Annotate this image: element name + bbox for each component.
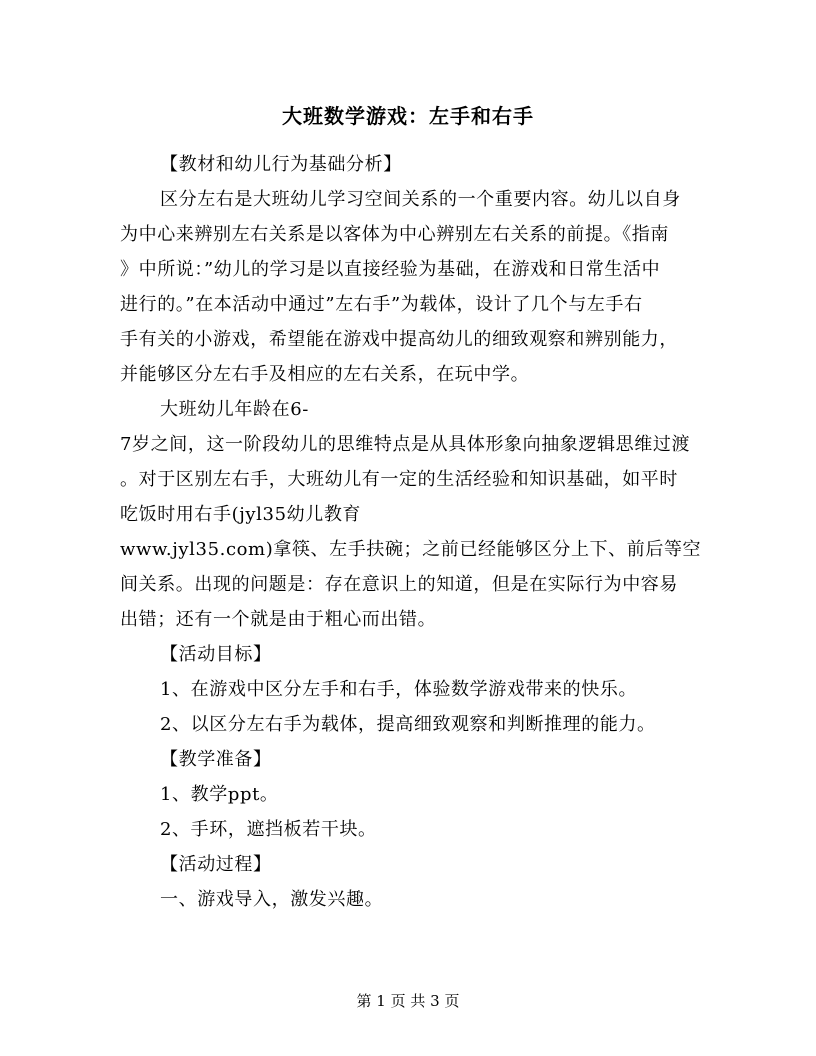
paragraph-line: 出错；还有一个就是由于粗心而出错。 bbox=[120, 609, 437, 630]
section-heading-preparation: 【教学准备】 bbox=[160, 749, 272, 770]
page-number: 第 1 页 共 3 页 bbox=[356, 992, 460, 1010]
section-heading-goals: 【活动目标】 bbox=[160, 644, 272, 665]
list-item: 一、游戏导入，激发兴趣。 bbox=[160, 889, 384, 910]
paragraph-line: 区分左右是大班幼儿学习空间关系的一个重要内容。幼儿以自身 bbox=[160, 189, 681, 210]
section-heading-analysis: 【教材和幼儿行为基础分析】 bbox=[160, 154, 402, 175]
paragraph-line: 进行的。”在本活动中通过”左右手”为载体，设计了几个与左手右 bbox=[120, 294, 643, 315]
paragraph-line: www.jyl35.com)拿筷、左手扶碗；之前已经能够区分上下、前后等空 bbox=[120, 539, 702, 560]
document-title: 大班数学游戏：左手和右手 bbox=[282, 104, 534, 128]
paragraph-line: 大班幼儿年龄在6- bbox=[160, 399, 309, 420]
paragraph-line: 7岁之间，这一阶段幼儿的思维特点是从具体形象向抽象逻辑思维过渡 bbox=[120, 434, 691, 455]
paragraph-line: 并能够区分左右手及相应的左右关系，在玩中学。 bbox=[120, 364, 530, 385]
paragraph-line: 》中所说：”幼儿的学习是以直接经验为基础，在游戏和日常生活中 bbox=[120, 259, 661, 280]
paragraph-line: 手有关的小游戏，希望能在游戏中提高幼儿的细致观察和辨别能力， bbox=[120, 329, 678, 350]
list-item: 1、教学ppt。 bbox=[160, 784, 279, 805]
paragraph-line: 间关系。出现的问题是：存在意识上的知道，但是在实际行为中容易 bbox=[120, 574, 678, 595]
paragraph-line: 为中心来辨别左右关系是以客体为中心辨别左右关系的前提。《指南 bbox=[120, 224, 669, 245]
list-item: 2、以区分左右手为载体，提高细致观察和判断推理的能力。 bbox=[160, 714, 656, 735]
section-heading-process: 【活动过程】 bbox=[160, 854, 272, 875]
list-item: 1、在游戏中区分左手和右手，体验数学游戏带来的快乐。 bbox=[160, 679, 638, 700]
paragraph-line: 吃饭时用右手(jyl35幼儿教育 bbox=[120, 504, 362, 525]
paragraph-line: 。对于区别左右手，大班幼儿有一定的生活经验和知识基础，如平时 bbox=[120, 469, 678, 490]
list-item: 2、手环，遮挡板若干块。 bbox=[160, 819, 377, 840]
